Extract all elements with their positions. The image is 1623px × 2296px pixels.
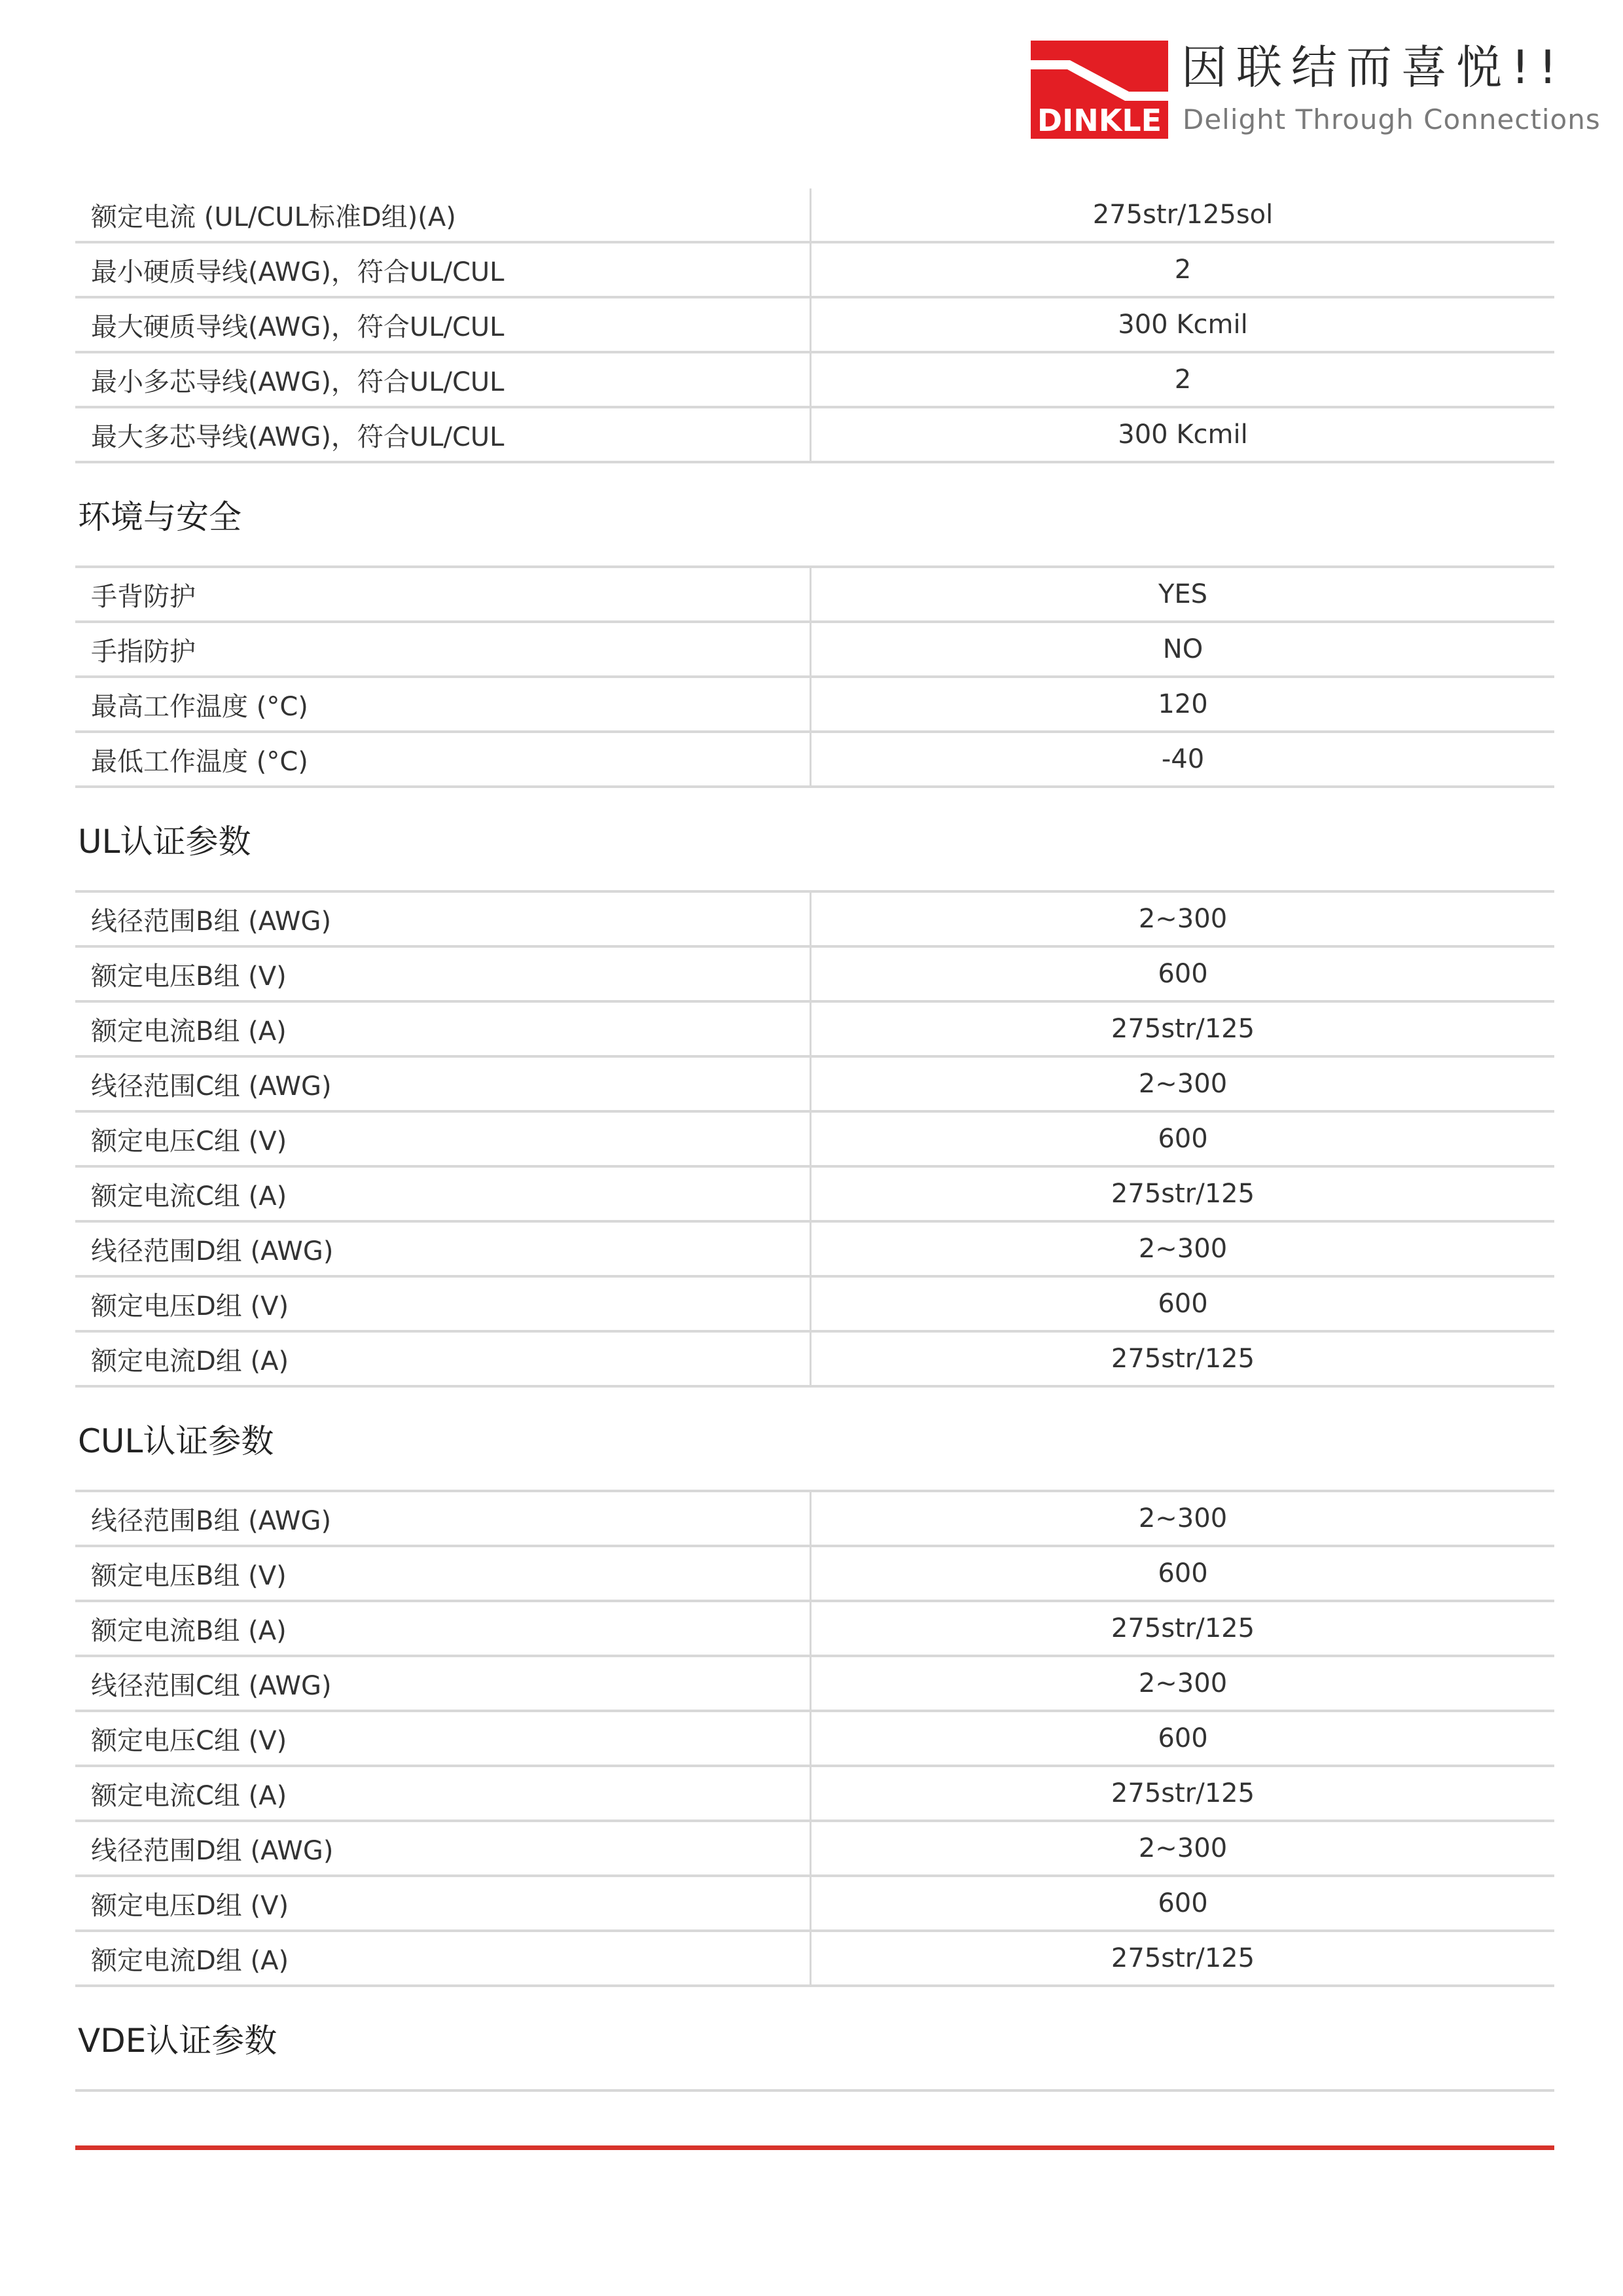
table-row <box>75 948 1554 1003</box>
spec-label: 线径范围B组 (AWG) <box>75 893 812 945</box>
section-title-vde-certification: VDE认证参数 <box>75 1987 1554 2092</box>
table-row <box>75 1877 1554 1932</box>
spec-value: 300 Kcmil <box>1118 310 1248 340</box>
table-row <box>75 893 1554 948</box>
footer-divider <box>75 2145 1554 2150</box>
table-row <box>75 243 1554 298</box>
spec-value: 600 <box>1158 1558 1208 1588</box>
spec-table-ul-certification <box>75 893 1554 1388</box>
spec-label: 额定电压B组 (V) <box>75 1547 812 1600</box>
table-row <box>75 1333 1554 1388</box>
spec-value: 600 <box>1158 1888 1208 1918</box>
slogan-en: Delight Through Connections <box>1183 103 1601 135</box>
table-row <box>75 1003 1554 1058</box>
spec-label: 额定电压D组 (V) <box>75 1877 812 1929</box>
spec-label: 线径范围C组 (AWG) <box>75 1058 812 1110</box>
spec-value: 300 Kcmil <box>1118 420 1248 450</box>
spec-value: 275str/125 <box>1111 1778 1255 1808</box>
spec-label: 额定电流C组 (A) <box>75 1767 812 1820</box>
spec-label: 额定电压D组 (V) <box>75 1278 812 1330</box>
spec-value: -40 <box>1161 744 1205 774</box>
spec-label: 额定电流B组 (A) <box>75 1602 812 1655</box>
table-row <box>75 298 1554 353</box>
table-row <box>75 568 1554 623</box>
spec-value: 2 <box>1174 365 1192 395</box>
spec-label: 线径范围C组 (AWG) <box>75 1657 812 1710</box>
spec-value: 2~300 <box>1138 1668 1228 1698</box>
table-row <box>75 1767 1554 1822</box>
table-row <box>75 1822 1554 1877</box>
table-row <box>75 733 1554 788</box>
spec-label: 额定电压B组 (V) <box>75 948 812 1000</box>
spec-value: 275str/125sol <box>1092 200 1274 230</box>
spec-label: 额定电压C组 (V) <box>75 1712 812 1765</box>
spec-label: 额定电流D组 (A) <box>75 1333 812 1385</box>
spec-value: 275str/125 <box>1111 1179 1255 1209</box>
spec-value: 2~300 <box>1138 1234 1228 1264</box>
table-row <box>75 1602 1554 1657</box>
spec-value: 2~300 <box>1138 1069 1228 1099</box>
table-row <box>75 1657 1554 1712</box>
table-row <box>75 1492 1554 1547</box>
spec-value: NO <box>1162 634 1204 664</box>
spec-label: 额定电流 (UL/CUL标准D组)(A) <box>75 188 812 241</box>
spec-label: 线径范围B组 (AWG) <box>75 1492 812 1545</box>
table-row <box>75 1547 1554 1602</box>
table-row <box>75 678 1554 733</box>
spec-document <box>75 188 1554 2092</box>
spec-value: 275str/125 <box>1111 1344 1255 1374</box>
table-row <box>75 1223 1554 1278</box>
spec-value: 2 <box>1174 255 1192 285</box>
logo-wordmark: DINKLE <box>1037 103 1162 138</box>
table-row <box>75 1058 1554 1113</box>
table-row <box>75 353 1554 408</box>
slogan-cn: 因联结而喜悦!! <box>1181 41 1567 94</box>
spec-label: 额定电流B组 (A) <box>75 1003 812 1055</box>
spec-value: 600 <box>1158 1289 1208 1319</box>
table-row <box>75 1932 1554 1987</box>
spec-value: 2~300 <box>1138 904 1228 934</box>
spec-value: 120 <box>1158 689 1208 719</box>
spec-label: 最大硬质导线(AWG)，符合UL/CUL <box>75 298 812 351</box>
spec-label: 额定电流D组 (A) <box>75 1932 812 1984</box>
section-title-ul-certification: UL认证参数 <box>75 788 1554 893</box>
spec-label: 线径范围D组 (AWG) <box>75 1223 812 1275</box>
spec-value: YES <box>1158 579 1208 609</box>
spec-value: 275str/125 <box>1111 1014 1255 1044</box>
table-row <box>75 1113 1554 1168</box>
spec-value: 275str/125 <box>1111 1943 1255 1973</box>
section-title-environment-safety: 环境与安全 <box>75 463 1554 568</box>
brand-logo <box>1031 41 1601 145</box>
spec-label: 最低工作温度 (°C) <box>75 733 812 785</box>
spec-label: 最高工作温度 (°C) <box>75 678 812 730</box>
section-title-cul-certification: CUL认证参数 <box>75 1388 1554 1492</box>
spec-label: 额定电流C组 (A) <box>75 1168 812 1220</box>
table-row <box>75 623 1554 678</box>
spec-table-continued <box>75 188 1554 463</box>
table-row <box>75 1168 1554 1223</box>
spec-label: 线径范围D组 (AWG) <box>75 1822 812 1874</box>
table-row <box>75 1712 1554 1767</box>
spec-label: 手指防护 <box>75 623 812 675</box>
spec-label: 最大多芯导线(AWG)，符合UL/CUL <box>75 408 812 461</box>
spec-table-cul-certification <box>75 1492 1554 1987</box>
spec-label: 最小硬质导线(AWG)，符合UL/CUL <box>75 243 812 296</box>
spec-table-environment-safety <box>75 568 1554 788</box>
spec-value: 600 <box>1158 959 1208 989</box>
spec-value: 2~300 <box>1138 1833 1228 1863</box>
table-row <box>75 188 1554 243</box>
spec-value: 600 <box>1158 1723 1208 1753</box>
table-row <box>75 1278 1554 1333</box>
table-row <box>75 408 1554 463</box>
spec-value: 600 <box>1158 1124 1208 1154</box>
spec-label: 额定电压C组 (V) <box>75 1113 812 1165</box>
spec-label: 手背防护 <box>75 568 812 620</box>
dinkle-logo-icon <box>1031 41 1168 139</box>
spec-value: 2~300 <box>1138 1503 1228 1534</box>
spec-value: 275str/125 <box>1111 1613 1255 1643</box>
spec-label: 最小多芯导线(AWG)，符合UL/CUL <box>75 353 812 406</box>
